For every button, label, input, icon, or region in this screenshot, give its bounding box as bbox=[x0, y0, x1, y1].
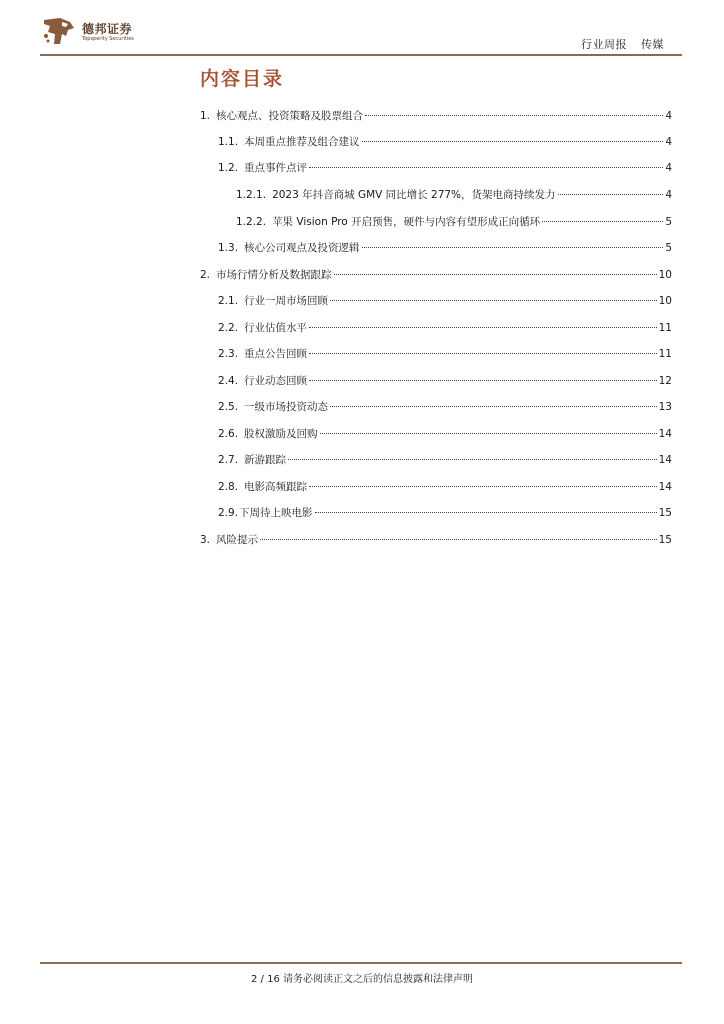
toc-item-page: 14 bbox=[658, 481, 672, 493]
toc-item[interactable] bbox=[236, 213, 672, 231]
toc-item-page: 4 bbox=[665, 136, 672, 148]
toc-item-title: 重点事件点评 bbox=[244, 162, 308, 174]
toc-leader-dots bbox=[260, 539, 657, 540]
toc-item-number: 2.6. bbox=[218, 428, 239, 440]
page-header bbox=[40, 12, 682, 56]
header-divider bbox=[40, 54, 682, 56]
toc-leader-dots bbox=[309, 353, 657, 354]
toc-item-page: 14 bbox=[658, 428, 672, 440]
toc-item-page: 14 bbox=[658, 454, 672, 466]
toc-item[interactable] bbox=[218, 159, 672, 177]
toc-item[interactable] bbox=[218, 398, 672, 416]
toc-item-number: 2. bbox=[200, 269, 211, 281]
toc-item-title: 本周重点推荐及组合建议 bbox=[244, 136, 360, 148]
logo-text-chinese: 德邦证券 bbox=[82, 22, 133, 36]
toc-item-page: 11 bbox=[658, 348, 672, 360]
toc-item[interactable] bbox=[218, 133, 672, 151]
toc-item-title: 风险提示 bbox=[216, 534, 259, 546]
toc-item-title: 苹果 Vision Pro 开启预售，硬件与内容有望形成正向循环 bbox=[272, 216, 541, 228]
toc-item-title: 重点公告回顾 bbox=[244, 348, 308, 360]
toc-item-title: 行业估值水平 bbox=[244, 322, 308, 334]
toc-item[interactable] bbox=[218, 504, 672, 522]
toc-item-title: 一级市场投资动态 bbox=[244, 401, 329, 413]
toc-leader-dots bbox=[309, 327, 657, 328]
toc-item-title: 2023 年抖音商城 GMV 同比增长 277%，货架电商持续发力 bbox=[272, 189, 556, 201]
toc-leader-dots bbox=[330, 406, 657, 407]
toc-item-number: 3. bbox=[200, 534, 211, 546]
toc-leader-dots bbox=[309, 486, 657, 487]
toc-item-title: 行业一周市场回顾 bbox=[244, 295, 329, 307]
toc-item-title: 电影高频跟踪 bbox=[244, 481, 308, 493]
toc-item-number: 1.2.1. bbox=[236, 189, 267, 201]
toc-item-number: 2.7. bbox=[218, 454, 239, 466]
toc-item[interactable] bbox=[218, 292, 672, 310]
toc-item-number: 1.1. bbox=[218, 136, 239, 148]
toc-item-page: 4 bbox=[665, 110, 672, 122]
toc-item-number: 2.1. bbox=[218, 295, 239, 307]
toc-leader-dots bbox=[320, 433, 657, 434]
toc-item-page: 10 bbox=[658, 295, 672, 307]
toc-item-title: 核心观点、投资策略及股票组合 bbox=[216, 110, 364, 122]
toc-leader-dots bbox=[362, 141, 664, 142]
toc-item[interactable] bbox=[236, 186, 672, 204]
toc-item-page: 4 bbox=[665, 189, 672, 201]
toc-item-title: 下周待上映电影 bbox=[239, 507, 313, 519]
toc-item[interactable] bbox=[218, 345, 672, 363]
toc-item-title: 核心公司观点及投资逻辑 bbox=[244, 242, 360, 254]
toc-item-page: 5 bbox=[665, 216, 672, 228]
toc-item[interactable] bbox=[218, 451, 672, 469]
toc-item[interactable] bbox=[218, 372, 672, 390]
toc-item-number: 2.2. bbox=[218, 322, 239, 334]
toc-item-title: 股权激励及回购 bbox=[244, 428, 318, 440]
report-type bbox=[581, 36, 664, 52]
toc-leader-dots bbox=[315, 512, 657, 513]
toc-item[interactable] bbox=[200, 531, 672, 549]
toc-item[interactable] bbox=[218, 478, 672, 496]
toc-leader-dots bbox=[309, 380, 657, 381]
toc-item-number: 2.5. bbox=[218, 401, 239, 413]
toc-item[interactable] bbox=[200, 266, 672, 284]
toc-item-page: 13 bbox=[658, 401, 672, 413]
toc-leader-dots bbox=[288, 459, 657, 460]
toc-item-number: 2.8. bbox=[218, 481, 239, 493]
report-sector: 传媒 bbox=[641, 38, 664, 51]
toc-leader-dots bbox=[334, 274, 657, 275]
company-logo bbox=[40, 12, 180, 52]
toc-leader-dots bbox=[309, 167, 663, 168]
toc-item-page: 11 bbox=[658, 322, 672, 334]
toc-item-title: 新游跟踪 bbox=[244, 454, 287, 466]
toc-item-number: 2.4. bbox=[218, 375, 239, 387]
toc-item-page: 12 bbox=[658, 375, 672, 387]
toc-leader-dots bbox=[362, 247, 664, 248]
toc-item-title: 行业动态回顾 bbox=[244, 375, 308, 387]
toc-item[interactable] bbox=[218, 425, 672, 443]
horse-logo-icon bbox=[40, 14, 76, 48]
toc-item-page: 15 bbox=[658, 507, 672, 519]
footer-disclaimer: 2 / 16 请务必阅读正文之后的信息披露和法律声明 bbox=[251, 974, 473, 985]
toc-title: 内容目录 bbox=[200, 68, 285, 90]
toc-item-number: 1.3. bbox=[218, 242, 239, 254]
toc-item-page: 5 bbox=[665, 242, 672, 254]
toc-item-number: 1.2.2. bbox=[236, 216, 267, 228]
toc-item-title: 市场行情分析及数据跟踪 bbox=[216, 269, 332, 281]
report-category: 行业周报 bbox=[581, 38, 627, 51]
toc-item-number: 1.2. bbox=[218, 162, 239, 174]
toc-item-page: 15 bbox=[658, 534, 672, 546]
footer-divider bbox=[40, 962, 682, 964]
toc-item[interactable] bbox=[200, 107, 672, 125]
toc-leader-dots bbox=[558, 194, 664, 195]
toc-leader-dots bbox=[542, 221, 663, 222]
toc-item[interactable] bbox=[218, 239, 672, 257]
toc-item-number: 2.3. bbox=[218, 348, 239, 360]
toc-leader-dots bbox=[365, 115, 663, 116]
toc-item-page: 10 bbox=[658, 269, 672, 281]
toc-leader-dots bbox=[330, 300, 657, 301]
logo-text-english: Topsperity Securities bbox=[82, 36, 134, 42]
toc-item-number: 2.9. bbox=[218, 507, 239, 519]
toc-item-number: 1. bbox=[200, 110, 211, 122]
toc-item-page: 4 bbox=[665, 162, 672, 174]
toc-item[interactable] bbox=[218, 319, 672, 337]
